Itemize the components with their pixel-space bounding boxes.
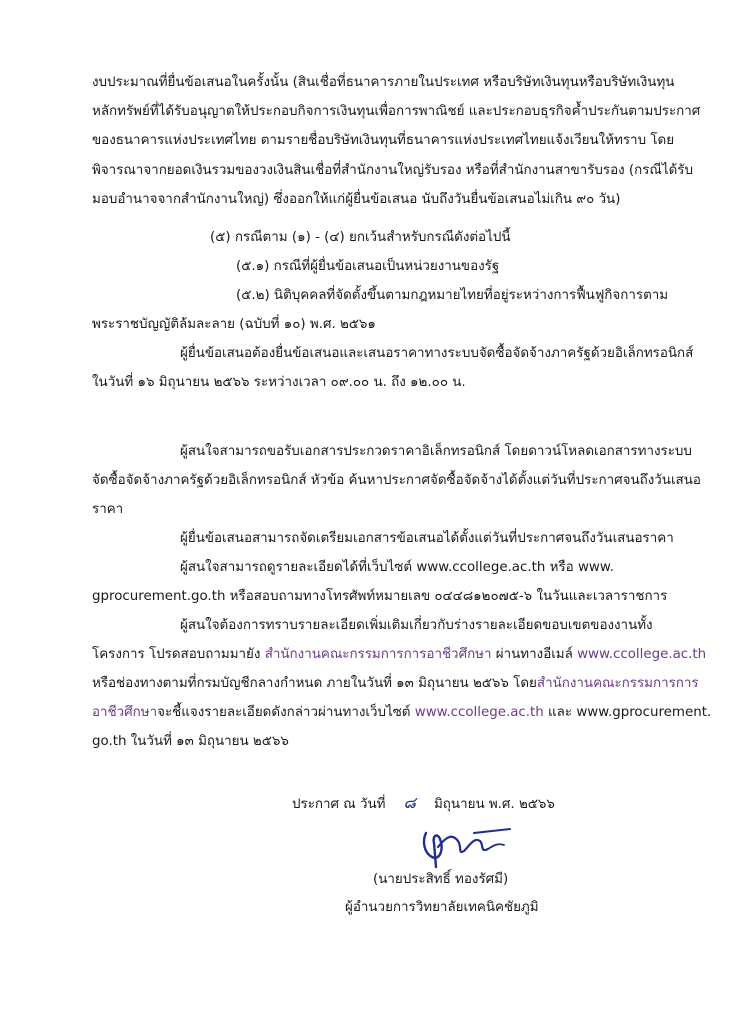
para5-text: โครงการ โปรดสอบถามมายัง [92,647,265,662]
website-link[interactable]: www.ccollege.ac.th [414,705,544,720]
announce-prefix: ประกาศ ณ วันที่ [292,797,386,812]
para4-line3: gprocurement.go.th หรือสอบถามทางโทรศัพท์หมายเลข ๐๔๔๘๑๒๐๗๕-๖ ในวันและเวลาราชการ [92,589,668,604]
para5-text: จะชี้แจงรายละเอียดดังกล่าวผ่านทางเว็บไซต์ [157,705,415,720]
announce-month-year: มิถุนายน พ.ศ. ๒๕๖๖ [433,797,555,812]
para3-line1: ผู้สนใจสามารถขอรับเอกสารประกวดราคาอิเล็กทรอนิกส์ โดยดาวน์โหลดเอกสารทางระบบ [180,444,692,459]
para5-line1: ผู้สนใจต้องการทราบรายละเอียดเพิ่มเติมเกี่ยวกับร่างรายละเอียดขอบเขตของงานทั้ง [180,618,653,633]
para1-line1: งบประมาณที่ยื่นข้อเสนอในครั้งนั้น (สินเชื่อที่ธนาคารภายในประเทศ หรือบริษัทเงินทุนหรือบริษัทเงินทุน [92,75,675,90]
para5-text: ผ่านทางอีเมล์ [491,647,578,662]
email-link[interactable]: www.ccollege.ac.th [577,647,707,662]
signer-name: (นายประสิทธิ์ ทองรัศมี) [373,872,509,887]
para4-line1: ผู้ยื่นข้อเสนอสามารถจัดเตรียมเอกสารข้อเสนอได้ตั้งแต่วันที่ประกาศจนถึงวันเสนอราคา [180,531,674,546]
para4-line2: ผู้สนใจสามารถดูรายละเอียดได้ที่เว็บไซต์ www.ccollege.ac.th หรือ www. [180,560,614,575]
signer-position: ผู้อำนวยการวิทยาลัยเทคนิคชัยภูมิ [345,900,539,915]
para3-line2: จัดซื้อจัดจ้างภาครัฐด้วยอิเล็กทรอนิกส์ หัวข้อ ค้นหาประกาศจัดซื้อจัดจ้างได้ตั้งแต่วันที่ประกาศจนถึงวันเสนอ [92,473,701,488]
para1-line2: หลักทรัพย์ที่ได้รับอนุญาตให้ประกอบกิจการเงินทุนเพื่อการพาณิชย์ และประกอบธุรกิจค้ำประกันตามประกาศ [92,104,701,119]
para2-line2: ในวันที่ ๑๖ มิถุนายน ๒๕๖๖ ระหว่างเวลา ๐๙.๐๐ น. ถึง ๑๒.๐๐ น. [92,375,466,390]
signature-image [418,823,514,869]
para2-line1: ผู้ยื่นข้อเสนอต้องยื่นข้อเสนอและเสนอราคาทางระบบจัดซื้อจัดจ้างภาครัฐด้วยอิเล็กทรอนิกส์ [180,346,694,361]
ovec-office-link[interactable]: สำนักงานคณะกรรมการการอาชีวศึกษา [264,647,492,662]
para3-line3: ราคา [92,502,124,517]
ovec-office-link[interactable]: อาชีวศึกษา [92,705,158,720]
para5-line5: go.th ในวันที่ ๑๓ มิถุนายน ๒๕๖๖ [92,734,289,749]
announce-day: ๘ [403,793,416,812]
item-5-2: (๕.๒) นิติบุคคลที่จัดตั้งขึ้นตามกฎหมายไทยที่อยู่ระหว่างการฟื้นฟูกิจการตาม [236,288,669,303]
ovec-office-link[interactable]: สำนักงานคณะกรรมการการ [536,676,699,691]
para1-line5: มอบอำนาจจากสำนักงานใหญ่) ซึ่งออกให้แก่ผู้ยื่นข้อเสนอ นับถึงวันยื่นข้อเสนอไม่เกิน ๙๐ วัน) [92,192,621,207]
para1-line4: พิจารณาจากยอดเงินรวมของวงเงินสินเชื่อที่สำนักงานใหญ่รับรอง หรือที่สำนักงานสาขารับรอง (กรณีได้รับ [92,163,693,178]
item-5-2-cont: พระราชบัญญัติล้มละลาย (ฉบับที่ ๑๐) พ.ศ. ๒๕๖๑ [92,317,376,332]
para5-text: หรือช่องทางตามที่กรมบัญชีกลางกำหนด ภายในวันที่ ๑๓ มิถุนายน ๒๕๖๖ โดย [92,676,537,691]
item-5: (๕) กรณีตาม (๑) - (๔) ยกเว้นสำหรับกรณีดังต่อไปนี้ [210,230,511,245]
item-5-1: (๕.๑) กรณีที่ผู้ยื่นข้อเสนอเป็นหน่วยงานของรัฐ [236,259,500,274]
para1-line3: ของธนาคารแห่งประเทศไทย ตามรายชื่อบริษัทเงินทุนที่ธนาคารแห่งประเทศไทยแจ้งเวียนให้ทราบ โดย [92,133,675,148]
announce-date-line [292,794,555,813]
para5-text: และ www.gprocurement. [543,705,712,720]
